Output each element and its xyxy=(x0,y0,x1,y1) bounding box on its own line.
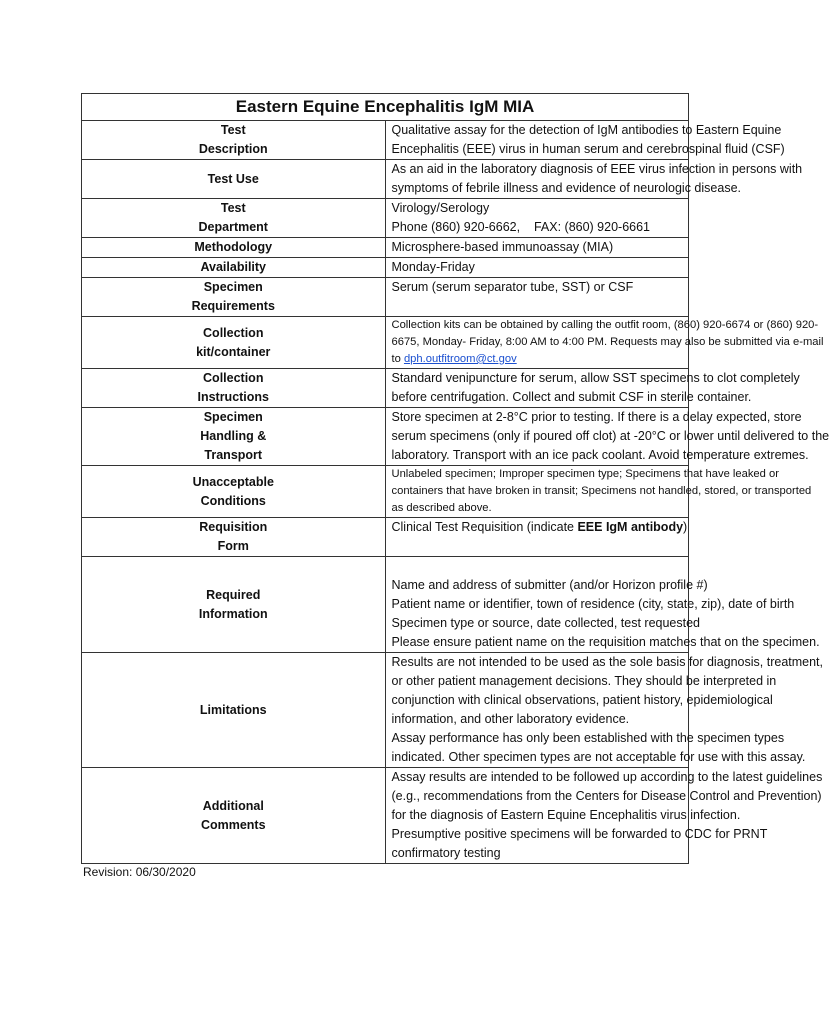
row-label-collection-kit: Collection kit/container xyxy=(82,317,386,369)
row-label-test-description: Test Description xyxy=(82,121,386,160)
row-value-requisition-form: Clinical Test Requisition (indicate EEE IgM antibody) xyxy=(385,518,689,557)
row-value-additional-comments: Assay results are intended to be followed up according to the latest guidelines (e.g., recommendations from the Centers for Disease Control and Prevention) for the diagnosis of Eastern Equine Encephalitis virus infection. Presumptive positive specimens will be forwarded to CDC for PRNT confirmatory testing xyxy=(385,768,689,864)
row-label-availability: Availability xyxy=(82,258,386,278)
table-row xyxy=(82,258,689,278)
table-row xyxy=(82,278,689,317)
row-label-limitations: Limitations xyxy=(82,653,386,768)
row-label-required-information: Required Information xyxy=(82,557,386,653)
row-label-collection-instructions: Collection Instructions xyxy=(82,369,386,408)
table-row xyxy=(82,768,689,864)
table-row xyxy=(82,160,689,199)
row-label-methodology: Methodology xyxy=(82,238,386,258)
row-value-unacceptable-conditions: Unlabeled specimen; Improper specimen type; Specimens that have leaked or containers that have broken in transit; Specimens not handled, stored, or transported as described above. xyxy=(385,466,689,518)
document-title: Eastern Equine Encephalitis IgM MIA xyxy=(82,94,689,121)
row-value-specimen-requirements: Serum (serum separator tube, SST) or CSF xyxy=(385,278,689,317)
row-label-additional-comments: Additional Comments xyxy=(82,768,386,864)
table-row xyxy=(82,238,689,258)
revision-date: Revision: 06/30/2020 xyxy=(83,865,196,879)
row-value-methodology: Microsphere-based immunoassay (MIA) xyxy=(385,238,689,258)
row-value-limitations: Results are not intended to be used as the sole basis for diagnosis, treatment, or other patient management decisions. They should be interpreted in conjunction with clinical observations, patient history, epidemiological information, and other laboratory evidence. Assay performance has only been established with the specimen types indicated. Other specimen types are not acceptable for use with this assay. xyxy=(385,653,689,768)
row-label-test-department: Test Department xyxy=(82,199,386,238)
table-row xyxy=(82,199,689,238)
row-value-handling-transport: Store specimen at 2-8°C prior to testing. If there is a delay expected, store serum specimens (only if poured off clot) at -20°C or lower until delivered to the laboratory. Transport with an ice pack coolant. Avoid temperature extremes. xyxy=(385,408,689,466)
row-value-test-department: Virology/Serology Phone (860) 920-6662, FAX: (860) 920-6661 xyxy=(385,199,689,238)
row-value-required-information: Name and address of submitter (and/or Horizon profile #) Patient name or identifier, town of residence (city, state, zip), date of birth Specimen type or source, date collected, test requested Please ensure patient name on the requisition matches that on the specimen. xyxy=(385,557,689,653)
test-info-table xyxy=(81,93,829,864)
row-value-collection-instructions: Standard venipuncture for serum, allow SST specimens to clot completely before centrifugation. Collect and submit CSF in sterile container. xyxy=(385,369,689,408)
row-value-collection-kit: Collection kits can be obtained by calling the outfit room, (860) 920-6674 or (860) 920- 6675, Monday- Friday, 8:00 AM to 4:00 PM. Requests may also be submitted via e-mail to dph.outfitroom@ct.gov xyxy=(385,317,689,369)
table-row xyxy=(82,369,689,408)
row-label-unacceptable-conditions: Unacceptable Conditions xyxy=(82,466,386,518)
row-label-handling-transport: Specimen Handling & Transport xyxy=(82,408,386,466)
email-link[interactable]: dph.outfitroom@ct.gov xyxy=(403,353,517,365)
table-row xyxy=(82,121,689,160)
row-value-test-use: As an aid in the laboratory diagnosis of EEE virus infection in persons with symptoms of febrile illness and evidence of neurologic disease. xyxy=(385,160,689,199)
table-row xyxy=(82,557,689,653)
row-label-test-use: Test Use xyxy=(82,160,386,199)
table-row xyxy=(82,317,689,369)
table-row xyxy=(82,466,689,518)
table-row xyxy=(82,518,689,557)
row-value-availability: Monday-Friday xyxy=(385,258,689,278)
table-row xyxy=(82,653,689,768)
document xyxy=(81,93,829,879)
row-label-specimen-requirements: Specimen Requirements xyxy=(82,278,386,317)
table-row xyxy=(82,408,689,466)
row-label-requisition-form: Requisition Form xyxy=(82,518,386,557)
row-value-test-description: Qualitative assay for the detection of IgM antibodies to Eastern Equine Encephalitis (EEE) virus in human serum and cerebrospinal fluid (CSF) xyxy=(385,121,689,160)
